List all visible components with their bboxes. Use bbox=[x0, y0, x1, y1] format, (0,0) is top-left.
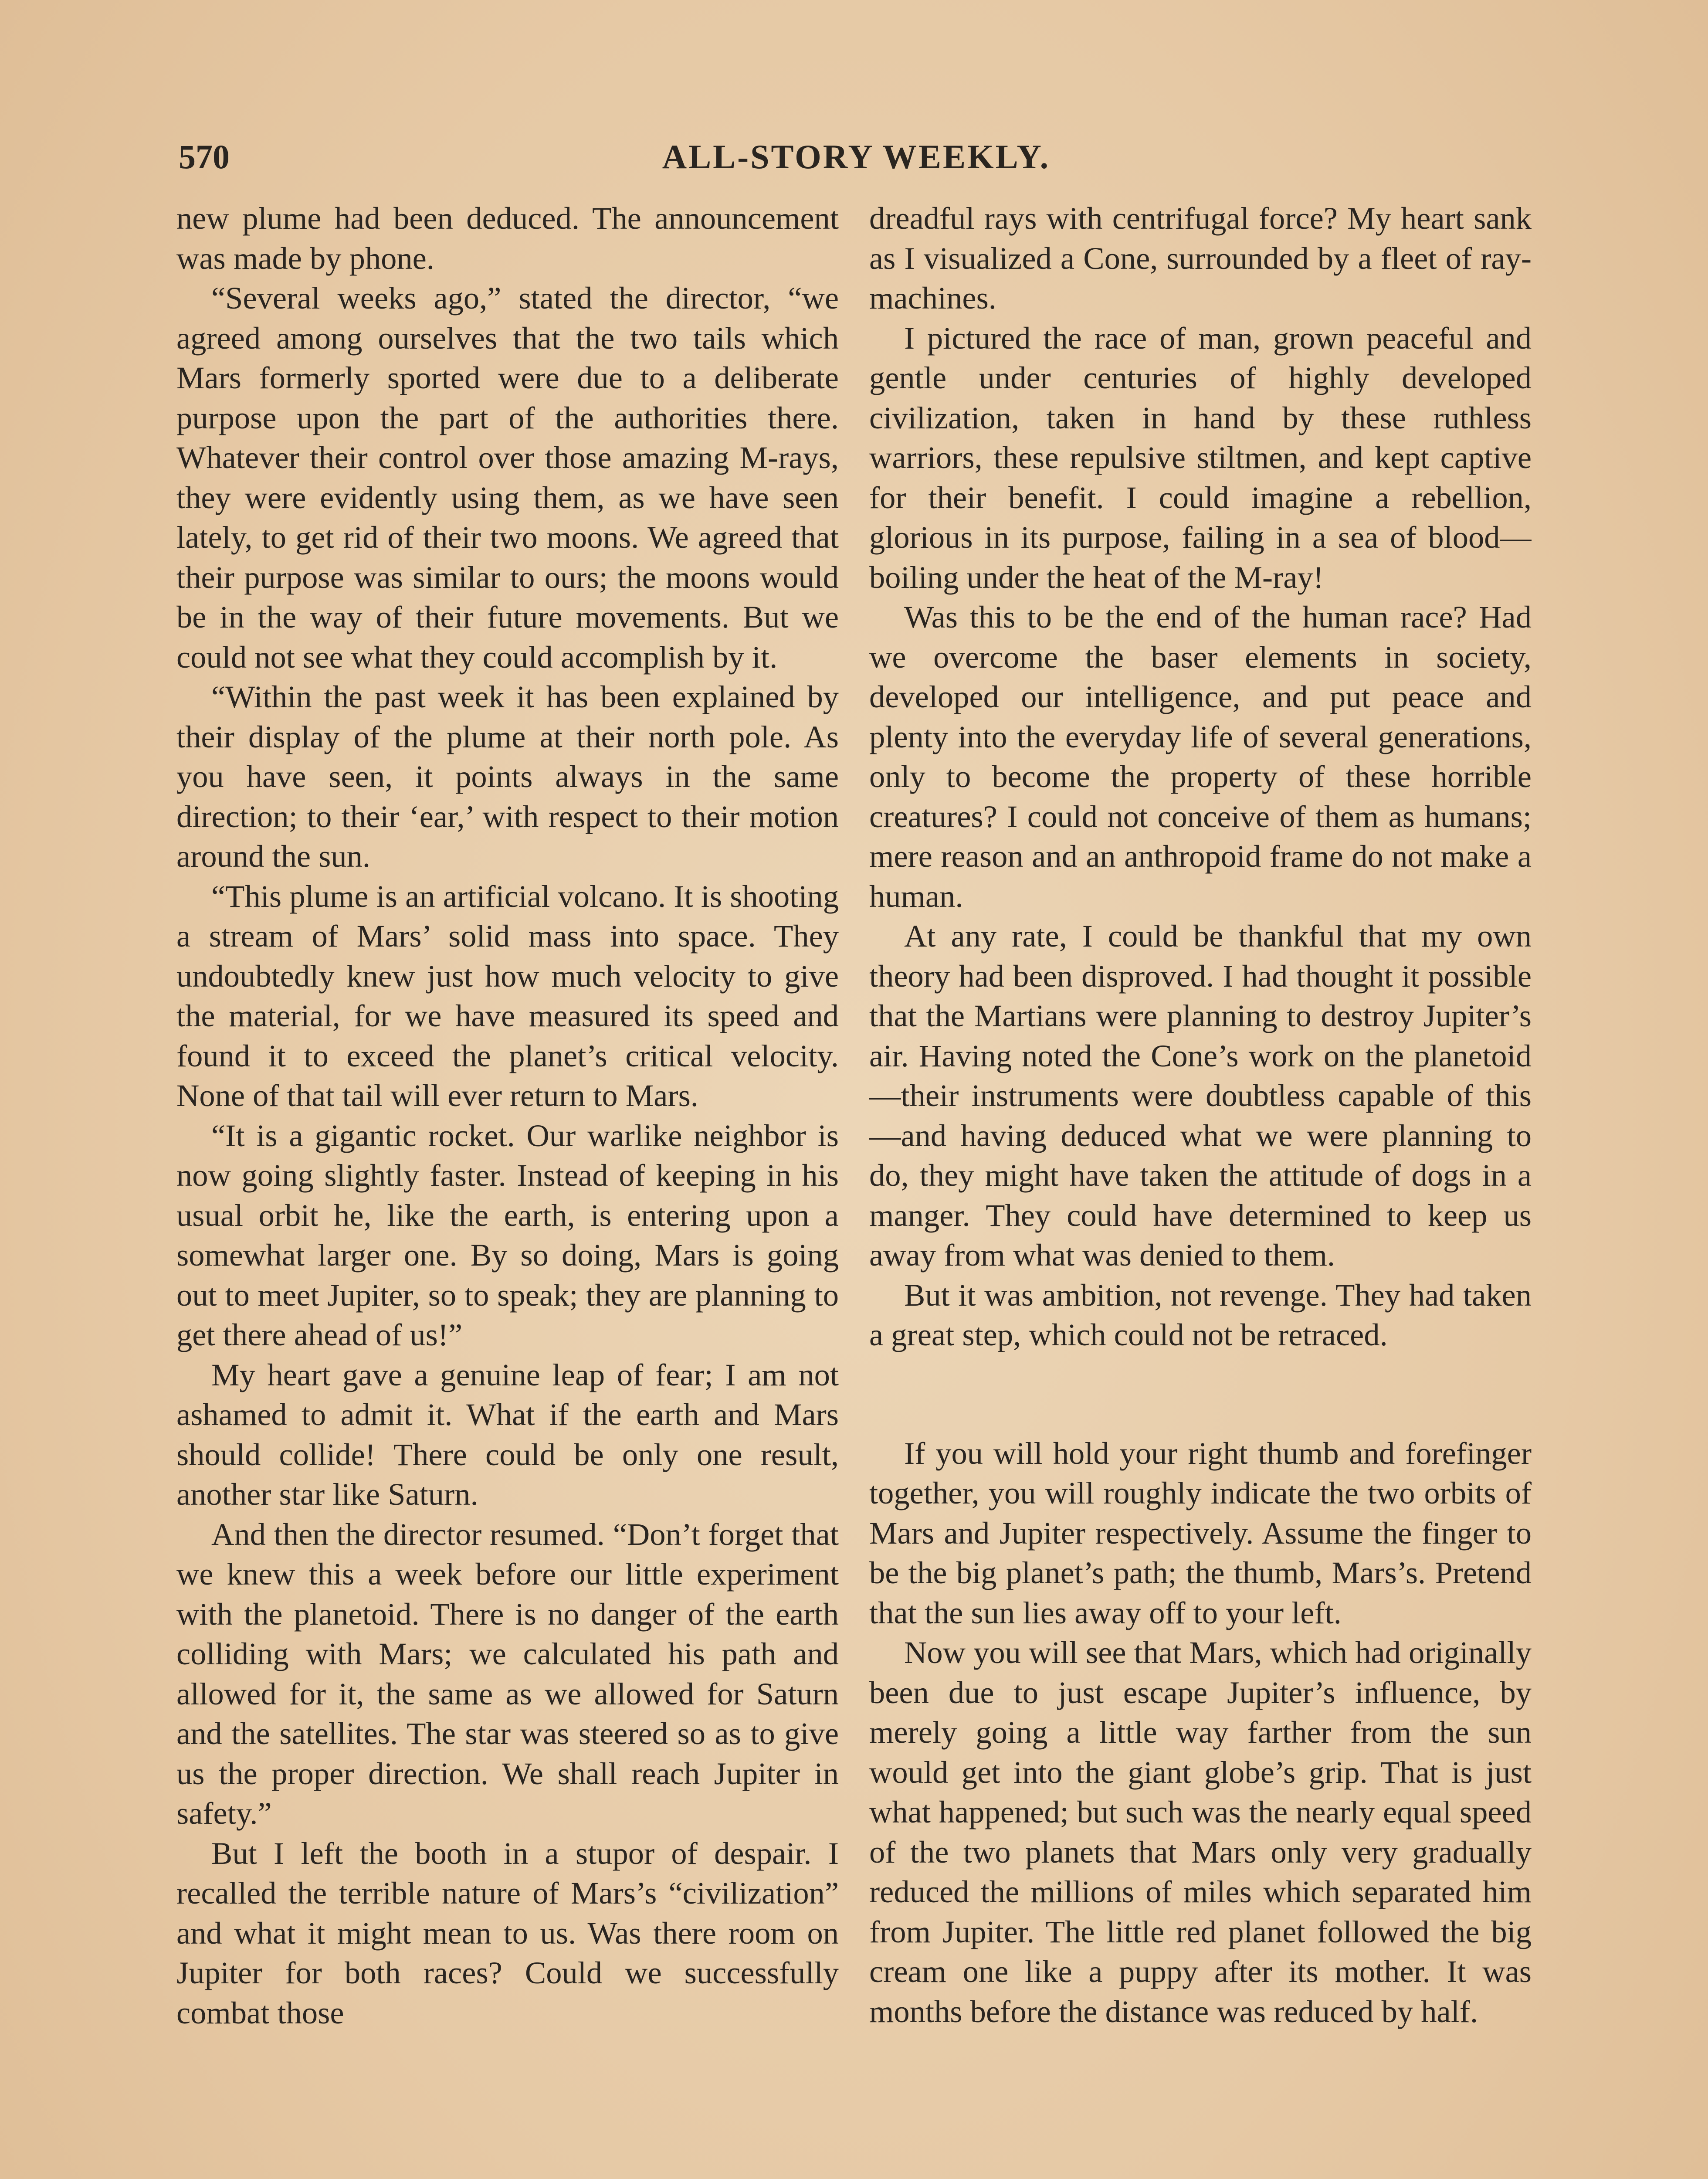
paragraph: “Several weeks ago,” stated the director, “we agreed among ourselves that the two tails which Mars formerly sported were due to a deliberate purpose upon the part of the authorities there. Whatever their control over those amazing M-rays, they were evidently using them, as we have seen lately, to get rid of their two moons. We agreed that their purpose was similar to ours; the moons would be in the way of their future movements. But we could not see what they could accomplish by it. bbox=[176, 280, 839, 675]
paragraph: At any rate, I could be thankful that my own theory had been disproved. I had thought it possible that the Martians were planning to destroy Jupiter’s air. Having noted the Cone’s work on the planetoid—their instruments were doubtless capable of this—and having deduced what we were planning to do, they might have taken the attitude of dogs in a manger. They could have determined to keep us away from what was denied to them. bbox=[869, 918, 1532, 1273]
paragraph: “This plume is an artificial volcano. It is shooting a stream of Mars’ solid mass into space. They undoubtedly knew just how much velocity to give the material, for we have measured its speed and found it to exceed the planet’s critical velocity. None of that tail will ever return to Mars. bbox=[176, 878, 839, 1113]
paragraph: But I left the booth in a stupor of despair. I recalled the terrible nature of Mars’s “civilization” and what it might mean to us. Was there room on Jupiter for both races? Could we successfully combat those bbox=[176, 1835, 839, 2030]
paragraph: “It is a gigantic rocket. Our warlike neighbor is now going slightly faster. Instead of keeping in his usual orbit he, like the earth, is entering upon a somewhat larger one. By so doing, Mars is going out to meet Jupiter, so to speak; they are planning to get there ahead of us!” bbox=[176, 1117, 839, 1352]
paragraph: But it was ambition, not revenge. They had taken a great step, which could not be retraced. bbox=[869, 1277, 1532, 1352]
paragraph: new plume had been deduced. The announcement was made by phone. bbox=[176, 200, 839, 276]
running-head: ALL-STORY WEEKLY. bbox=[662, 138, 1051, 176]
right-column bbox=[869, 198, 1532, 2179]
left-column bbox=[176, 198, 839, 2179]
paragraph: dreadful rays with centrifugal force? My heart sank as I visualized a Cone, surrounded by a fleet of ray-machines. bbox=[869, 200, 1532, 316]
paragraph: If you will hold your right thumb and forefinger together, you will roughly indicate the two orbits of Mars and Jupiter respectively. Assume the finger to be the big planet’s path; the thumb, Mars’s. Pretend that the sun lies away off to your left. bbox=[869, 1435, 1532, 1630]
paragraph: My heart gave a genuine leap of fear; I am not ashamed to admit it. What if the earth and Mars should collide! There could be only one result, another star like Saturn. bbox=[176, 1357, 839, 1512]
page-number: 570 bbox=[179, 138, 230, 176]
paragraph: “Within the past week it has been explained by their display of the plume at their north pole. As you have seen, it points always in the same direction; to their ‘ear,’ with respect to their motion around the sun. bbox=[176, 679, 839, 874]
paragraph: I pictured the race of man, grown peaceful and gentle under centuries of highly developed civilization, taken in hand by these ruthless warriors, these repulsive stiltmen, and kept captive for their benefit. I could imagine a rebellion, glorious in its purpose, failing in a sea of blood—boiling under the heat of the M-ray! bbox=[869, 320, 1532, 595]
paragraph: Was this to be the end of the human race? Had we overcome the baser elements in society, developed our intelligence, and put peace and plenty into the everyday life of several generations, only to become the property of these horrible creatures? I could not conceive of them as humans; mere reason and an anthropoid frame do not make a human. bbox=[869, 599, 1532, 914]
paragraph: Now you will see that Mars, which had originally been due to just escape Jupiter’s influence, by merely going a little way farther from the sun would get into the giant globe’s grip. That is just what happened; but such was the nearly equal speed of the two planets that Mars only very gradually reduced the millions of miles which separated him from Jupiter. The little red planet followed the big cream one like a puppy after its mother. It was months before the distance was reduced by half. bbox=[869, 1635, 1532, 2029]
paragraph: And then the director resumed. “Don’t forget that we knew this a week before our little experiment with the planetoid. There is no danger of the earth colliding with Mars; we calculated his path and allowed for it, the same as we allowed for Saturn and the satellites. The star was steered so as to give us the proper direction. We shall reach Jupiter in safety.” bbox=[176, 1516, 839, 1831]
page-header bbox=[179, 131, 1534, 183]
